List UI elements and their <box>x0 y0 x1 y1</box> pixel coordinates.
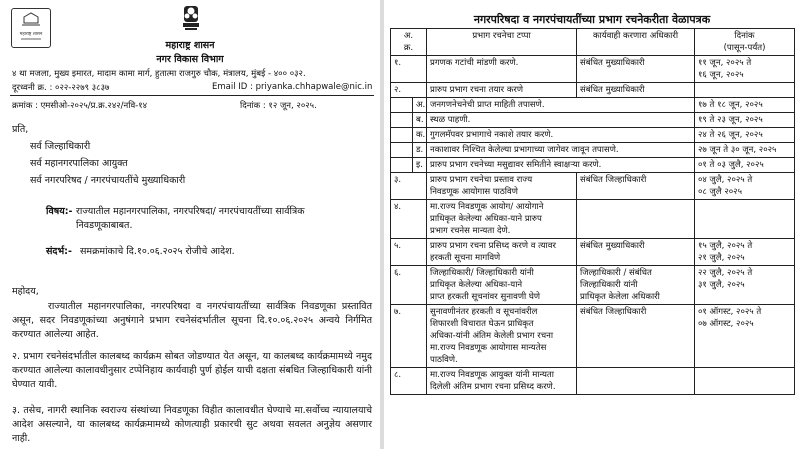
sub-row-text: गुगलमॅपवर प्रभागाचे नकाशे तयार करणे. <box>427 128 695 143</box>
sub-row-text: प्रारुप प्रभाग रचनेच्या मसुद्यावर समितीने स्वाक्षऱ्या करणे. <box>427 158 695 173</box>
sub-row <box>391 128 795 143</box>
address: ४ था मजला, मुख्य इमारत, मादाम कामा मार्ग, हुतात्मा राजगुरु चौक, मंत्रालय, मुंबई - ४०० ०३२. <box>12 69 306 79</box>
row-number: ५. <box>391 239 427 266</box>
govt-name: महाराष्ट्र शासन <box>165 40 215 51</box>
row-date: १५ जुलै, २०२५ ते २१ जुलै, २०२५ <box>695 239 795 266</box>
sub-row-letter: इ. <box>413 158 427 173</box>
table-row <box>391 200 795 239</box>
row-number: ६. <box>391 266 427 305</box>
header-date: दिनांक (पासून-पर्यंत) <box>695 29 795 56</box>
table-row <box>391 173 795 200</box>
stamp-text: महाराष्ट्र शासन <box>19 32 43 37</box>
subject-line: निवडणूकाबाबत. <box>76 220 133 231</box>
sub-row-date: ०१ ते ०३ जुलै, २०२५ <box>695 158 795 173</box>
body-paragraph: राज्यातील महानगरपालिका, नगरपरिषदा व नगरपंचायतींच्या सार्वत्रिक निवडणूका प्रस्तावित असून, सदर निवडणूकांच्या अनुषंगाने प्रभाग रचनेसंदर्भातील सूचना दि.१०.०६.२०२५ अन्वये निर्गमित करण्यात आलेल्या आहेत. <box>12 301 372 340</box>
sub-row-text: जनगणनेचनेची प्राप्त माहिती तपासणे. <box>427 98 695 113</box>
email-address: Email ID : priyanka.chhapwale@nic.in <box>212 82 373 92</box>
row-date: ११ जून, २०२५ ते १६ जून, २०२५ <box>695 56 795 83</box>
state-emblem-icon <box>180 4 202 34</box>
table-row <box>391 305 795 368</box>
prati-label: प्रति, <box>12 124 29 135</box>
table-row <box>391 368 795 395</box>
subject-line: राज्यातील महानगरपालिका, नगरपरिषदा/ नगरपंचायतींच्या सार्वत्रिक <box>76 206 305 217</box>
recipient-line: सर्व नगरपरिषद / नगरपंचायतींचे मुख्याधिकारी <box>30 175 186 186</box>
table-row <box>391 56 795 83</box>
sub-row-letter: ब. <box>413 113 427 128</box>
sub-row <box>391 143 795 158</box>
table-row <box>391 83 795 98</box>
row-stage: मा.राज्य निवडणूक आयुक्त यांनी मान्यता दिलेली अंतिम प्रभाग रचना प्रसिध्द करणे. <box>427 368 577 395</box>
recipient-line: सर्व महानगरपालिका आयुक्त <box>30 158 128 169</box>
row-stage: प्रारुप प्रभाग रचनेचा प्रस्ताव राज्य निवडणूक आयोगास पाठविणे <box>427 173 577 200</box>
body-paragraph: ३. तसेच, नागरी स्थानिक स्वराज्य संस्थांच्या निवडणूका विहीत कालावधीत घेण्याचे मा.सर्वोच्च न्यायालयाचे आदेश असल्याने, या कालबध्द कार्यक्रमामध्ये कोणत्याही प्रकारची सुट अथवा सवलत अनुज्ञेय असणार नाही. <box>12 405 372 444</box>
schedule-table <box>390 28 795 395</box>
sub-row-date: २४ ते २६ जून, २०२५ <box>695 128 795 143</box>
row-number: ३. <box>391 173 427 200</box>
sub-row-date: २७ जून ते ३० जून, २०२५ <box>695 143 795 158</box>
row-stage: जिल्हाधिकारी/ जिल्हाधिकारी यांनी प्राधिकृत केलेल्या अधिका-याने प्राप्त हरकती सूचनांवर सुनावणी घेणे <box>427 266 577 305</box>
letter-page <box>0 0 380 449</box>
sub-row-letter: क. <box>413 128 427 143</box>
table-row <box>391 266 795 305</box>
row-stage: प्रगणक गटांची मांडणी करणे. <box>427 56 577 83</box>
row-officer: संबंधित मुख्याधिकारी <box>577 239 695 266</box>
row-number: ४. <box>391 200 427 239</box>
row-officer: जिल्हाधिकारी / संबंधित जिल्हाधिकारी यांनी प्राधिकृत केलेला अधिकारी <box>577 266 695 305</box>
sub-row <box>391 158 795 173</box>
header-serial: अ. क्र. <box>391 29 427 56</box>
recipient-line: सर्व जिल्हाधिकारी <box>30 141 91 152</box>
reference-number: क्रमांक : एमसीओ-२०२५/प्र.क्र.२४२/नवि-१४ <box>12 101 148 111</box>
subject-label: विषय:- <box>46 206 73 217</box>
header-divider <box>10 95 374 96</box>
table-row <box>391 239 795 266</box>
row-stage: सुनावणीनंतर हरकती व सूचनांवरील शिफारशी विचारात घेऊन प्राधिकृत अधिका-यांनी अंतिम केलेली प्रभाग रचना मा.राज्य निवडणूक आयोगास मान्यतेस पाठविणे. <box>427 305 577 368</box>
row-number: ७. <box>391 305 427 368</box>
body-paragraph: २. प्रभाग रचनेसंदर्भातील कालबध्द कार्यक्रम सोबत जोडण्यात येत असून, या कालबध्द कार्यक्रमामध्ये नमुद करण्यात आलेल्या कालावधीनुसार टप्पेनिहाय कार्यवाही पुर्ण होईल याची दक्षता संबधित जिल्हाधिकारी यांनी घेण्यात यावी. <box>12 351 372 390</box>
sub-row-letter: ड. <box>413 143 427 158</box>
salutation: महोदय, <box>12 286 39 297</box>
phone-number: दूरध्वनी क्र. : ०२२-२२७९ ३८३७ <box>12 83 110 93</box>
sub-row-date: १७ ते १८ जून, २०२५ <box>695 98 795 113</box>
row-date: ०१ ऑगस्ट, २०२५ ते ०७ ऑगस्ट, २०२५ <box>695 305 795 368</box>
header-stage: प्रभाग रचनेचा टप्पा <box>427 29 577 56</box>
row-stage: मा.राज्य निवडणूक आयोग/ आयोगाने प्राधिकृत केलेल्या अधिका-याने प्रारुप प्रभाग रचनेस मान्यता देणे. <box>427 200 577 239</box>
department-name: नगर विकास विभाग <box>156 54 224 65</box>
reference-text: समक्रमांकाचे दि.१०.०६.२०२५ रोजीचे आदेश. <box>80 246 235 257</box>
row-number: २. <box>391 83 427 98</box>
row-officer: संबंधित मुख्याधिकारी <box>577 56 695 83</box>
reference-label: संदर्भ:- <box>46 246 72 257</box>
row-officer: संबंधित मुख्याधिकारी <box>577 83 695 98</box>
sub-row-text: स्थळ पाहणी. <box>427 113 695 128</box>
sub-row-text: नकाशावर निश्चित केलेल्या प्रभागाच्या जागेवर जावून तपासणे. <box>427 143 695 158</box>
schedule-page <box>384 0 800 449</box>
letter-date: दिनांक : १२ जून, २०२५. <box>240 101 317 111</box>
row-officer: संबंधित जिल्हाधिकारी <box>577 305 695 368</box>
row-stage: प्रारुप प्रभाग रचना प्रसिध्द करणे व त्यावर हरकती सूचना मागविणे <box>427 239 577 266</box>
schedule-title: नगरपरिषदा व नगरपंचायतींच्या प्रभाग रचनेकरीता वेळापत्रक <box>473 13 711 26</box>
sub-row <box>391 98 795 113</box>
row-date: ०४ जुलै, २०२५ ते ०८ जुलै २०२५ <box>695 173 795 200</box>
row-officer: संबंधित जिल्हाधिकारी <box>577 173 695 200</box>
sub-row-letter: अ. <box>413 98 427 113</box>
sub-row-date: १९ ते २३ जून, २०२५ <box>695 113 795 128</box>
table-header-row <box>391 29 795 56</box>
row-number: १. <box>391 56 427 83</box>
header-officer: कार्यवाही करणारा अधिकारी <box>577 29 695 56</box>
row-stage: प्रारुप प्रभाग रचना तयार करणे <box>427 83 577 98</box>
row-number: ८. <box>391 368 427 395</box>
row-date: २२ जुलै, २०२५ ते ३१ जुलै, २०२५ <box>695 266 795 305</box>
sub-row <box>391 113 795 128</box>
